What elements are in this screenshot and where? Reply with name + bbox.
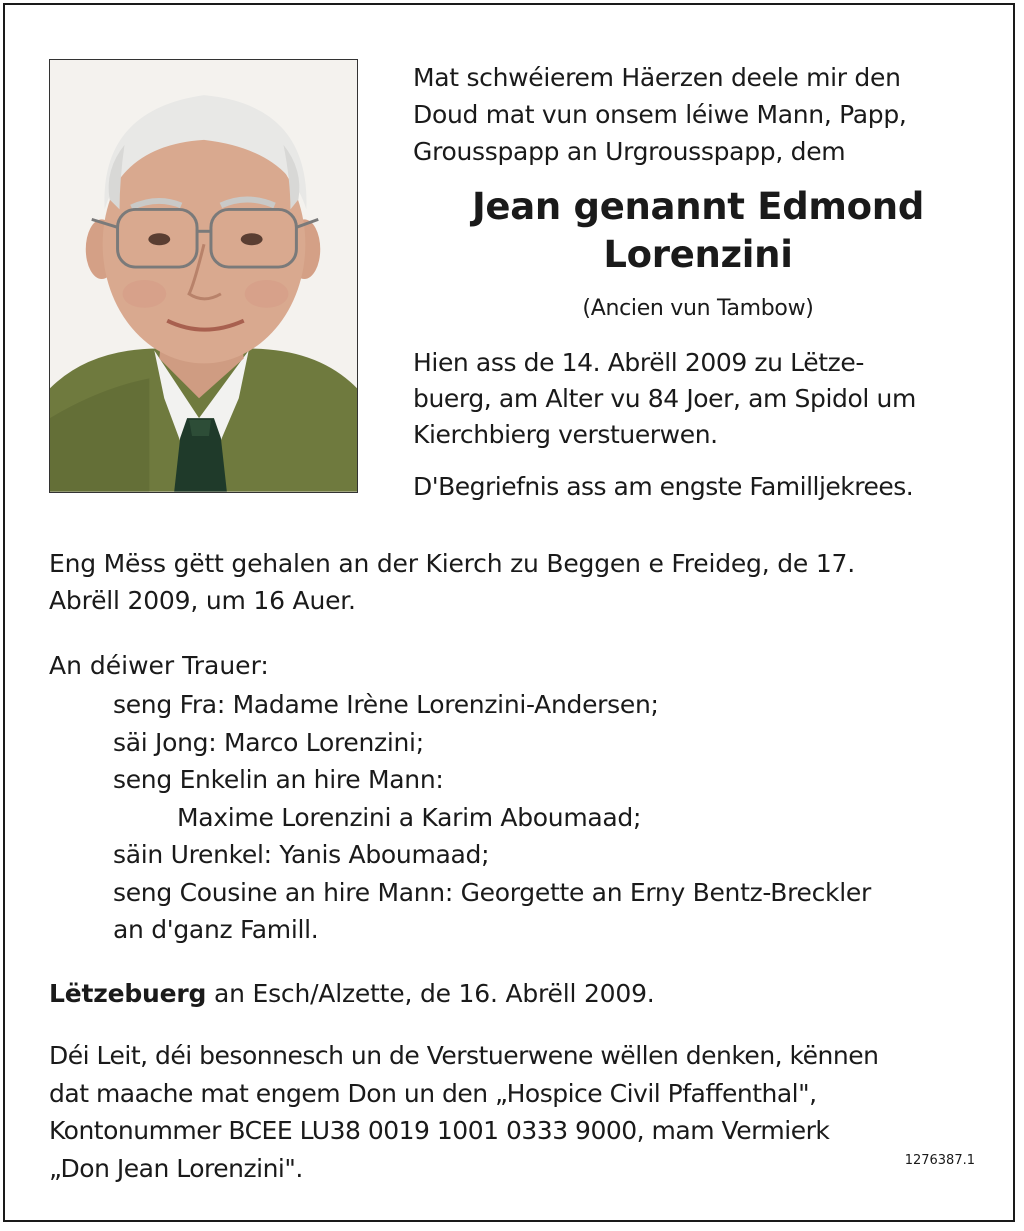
- mourner-item: säin Urenkel: Yanis Aboumaad;: [113, 840, 490, 869]
- intro-line: Grousspapp an Urgrousspapp, dem: [413, 137, 846, 166]
- mourner-item: an d'ganz Famill.: [113, 915, 319, 944]
- portrait-illustration: [50, 60, 357, 492]
- mass-line: Abrëll 2009, um 16 Auer.: [49, 586, 356, 615]
- donation-line: dat maache mat engem Don un den „Hospice Civil Pfaffenthal",: [49, 1078, 817, 1108]
- place-city: Lëtzebuerg: [49, 979, 207, 1008]
- mourner-item: seng Cousine an hire Mann: Georgette an Erny Bentz-Breckler: [113, 877, 871, 907]
- intro-line: Mat schwéierem Häerzen deele mir den: [413, 63, 901, 92]
- donation-note: [49, 1037, 979, 1187]
- mass-line: Eng Mëss gëtt gehalen an der Kierch zu Beggen e Freideg, de 17.: [49, 549, 855, 578]
- donation-line: Kontonummer BCEE LU38 0019 1001 0333 9000, mam Vermierk: [49, 1116, 830, 1145]
- deceased-name-line: Jean genannt Edmond: [471, 185, 925, 228]
- mourner-item: säi Jong: Marco Lorenzini;: [113, 727, 424, 757]
- mourning-title: An déiwer Trauer:: [49, 651, 269, 680]
- mourner-item: Maxime Lorenzini a Karim Aboumaad;: [177, 802, 642, 832]
- mourners-list: [113, 686, 983, 949]
- funeral-note: D'Begriefnis ass am engste Familljekrees.: [413, 472, 914, 501]
- intro-text: [413, 59, 983, 170]
- place-date: [49, 975, 655, 1012]
- obituary-notice: [3, 3, 1015, 1222]
- death-details: [413, 345, 983, 453]
- donation-line: Déi Leit, déi besonnesch un de Verstuerwene wëllen denken, kënnen: [49, 1041, 879, 1070]
- mourner-item: seng Enkelin an hire Mann:: [113, 765, 444, 794]
- donation-line: „Don Jean Lorenzini".: [49, 1153, 303, 1183]
- reference-number: 1276387.1: [904, 1153, 975, 1168]
- mass-announcement: [49, 545, 979, 619]
- deceased-subtitle: (Ancien vun Tambow): [582, 296, 814, 321]
- place-rest: an Esch/Alzette, de 16. Abrëll 2009.: [206, 979, 655, 1008]
- deceased-name: [413, 183, 983, 279]
- mourner-item: seng Fra: Madame Irène Lorenzini-Andersen;: [113, 690, 659, 719]
- intro-line: Doud mat vun onsem léiwe Mann, Papp,: [413, 100, 907, 129]
- death-line: Kierchbierg verstuerwen.: [413, 420, 718, 449]
- death-line: Hien ass de 14. Abrëll 2009 zu Lëtze-: [413, 348, 864, 377]
- death-line: buerg, am Alter vu 84 Joer, am Spidol um: [413, 384, 916, 413]
- deceased-name-line: Lorenzini: [603, 233, 793, 276]
- portrait-photo: [49, 59, 358, 493]
